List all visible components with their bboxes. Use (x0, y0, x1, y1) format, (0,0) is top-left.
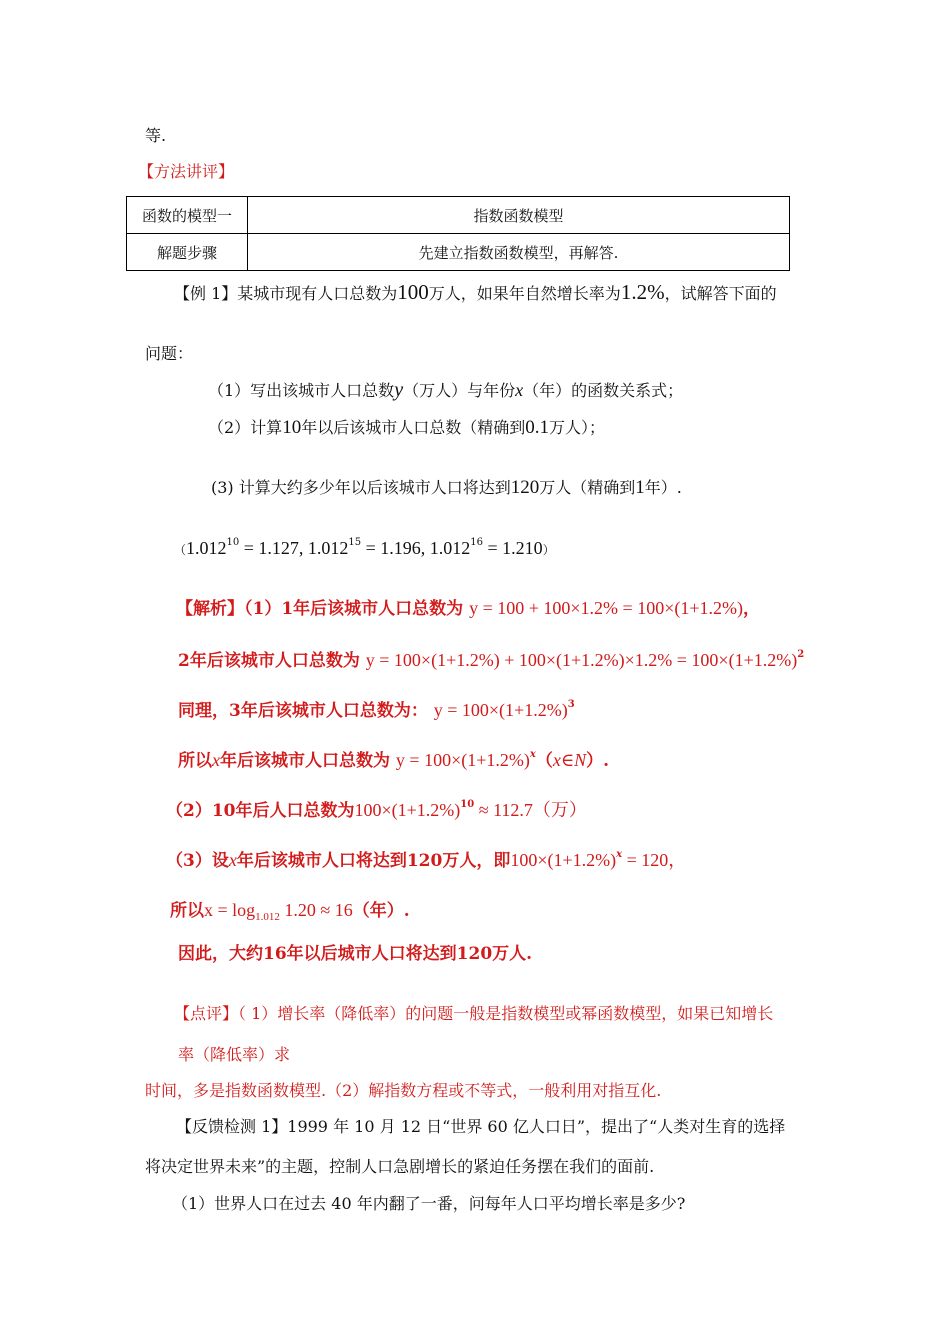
solution-line-5 (166, 800, 587, 821)
formula: 100×(1+1.2%) (354, 800, 461, 820)
formula: x = log (204, 900, 256, 920)
math-value: 1.012 (429, 538, 471, 558)
solution-line-2 (178, 650, 804, 671)
comment-tag: 【点评】 (174, 1004, 239, 1023)
intro-text: 等. (145, 126, 167, 145)
comment-text: （ 1）增长率（降低率）的问题一般是指数模型或幂函数模型，如果已知增长 (238, 1004, 774, 1023)
math-var: x (228, 850, 237, 870)
given-values (174, 538, 555, 560)
table-cell: 先建立指数函数模型，再解答. (248, 234, 790, 271)
question-text: 年）. (644, 478, 682, 497)
formula: 1.20 ≈ 16 (279, 900, 353, 920)
formula: x∈N (552, 750, 587, 770)
exponent: 2 (797, 649, 805, 660)
solution-tag: 【解析】 (176, 599, 244, 619)
question-text: （年）的函数关系式； (523, 381, 684, 400)
question-text: 年以后该城市人口总数（精确到 (301, 418, 526, 437)
math-value: 1.012 (307, 538, 349, 558)
comment-line-1 (174, 1004, 773, 1024)
table-cell: 函数的模型一 (127, 197, 248, 234)
math-value: = 1.127, (239, 538, 308, 558)
solution-text: 同理，3年后该城市人口总数为： (178, 701, 428, 721)
solution-text: ， (742, 599, 760, 619)
solution-text: （2）10年后人口总数为 (166, 801, 355, 821)
table-cell: 解题步骤 (127, 234, 248, 271)
example-line-2: 问题： (145, 344, 194, 363)
feedback-line-3: （1）世界人口在过去 40 年内翻了一番，问每年人口平均增长率是多少? (172, 1194, 686, 1213)
solution-text: （年）. (352, 901, 410, 921)
table-row (127, 197, 790, 234)
solution-text: （ (535, 751, 553, 771)
table-row (127, 234, 790, 271)
solution-text: （1）1年后该城市人口总数为 (244, 599, 464, 619)
math-value: = 1.210 (483, 538, 543, 558)
exponent: 3 (567, 699, 575, 710)
math-value: 1.2% (620, 280, 665, 304)
solution-text: 年后该城市人口将达到120万人，即 (236, 851, 511, 871)
question-3 (211, 478, 682, 498)
example-text: ，试解答下面的 (664, 284, 777, 303)
example-line-1 (174, 282, 777, 304)
formula: ≈ 112.7（万） (474, 800, 587, 820)
question-text: (3) 计算大约多少年以后该城市人口将达到 (211, 478, 511, 497)
exponent: 16 (470, 537, 484, 548)
solution-text: 所以 (170, 901, 204, 921)
question-text: （1）写出该城市人口总数 (208, 381, 395, 400)
exponent: 10 (460, 799, 475, 810)
formula: = 120， (622, 850, 687, 870)
feedback-line-1: 【反馈检测 1】1999 年 10 月 12 日“世界 60 亿人口日”，提出了“人类对生育的选择 (176, 1117, 786, 1136)
comment-line-2: 率（降低率）求 (178, 1045, 291, 1064)
math-var: x (515, 380, 524, 400)
exponent: 15 (348, 537, 362, 548)
math-value: 10 (282, 417, 302, 438)
example-text: 某城市现有人口总数为 (237, 284, 398, 303)
question-2 (208, 418, 605, 438)
solution-line-8: 因此，大约16年以后城市人口将达到120万人. (178, 944, 533, 964)
formula: y = 100×(1+1.2%) (395, 750, 530, 770)
solution-text: ）. (586, 751, 610, 771)
solution-line-6 (166, 850, 686, 871)
paren: （ (174, 543, 187, 557)
formula: y = 100 + 100×1.2% = 100×(1+1.2%) (469, 598, 743, 618)
formula: y = 100×(1+1.2%) (433, 700, 568, 720)
math-value: 120 (510, 477, 540, 498)
solution-line-7 (170, 900, 410, 921)
solution-text: （3）设 (166, 851, 229, 871)
example-tag: 【例 1】 (174, 284, 238, 303)
exponent: x (529, 749, 536, 760)
math-value: = 1.196, (361, 538, 430, 558)
solution-text: 年后该城市人口总数为 (220, 751, 390, 771)
math-var: y (394, 379, 404, 401)
formula: 100×(1+1.2%) (510, 850, 617, 870)
table-cell: 指数函数模型 (248, 197, 790, 234)
solution-line-1 (176, 598, 760, 619)
method-header: 【方法讲评】 (138, 162, 235, 181)
question-text: （万人）与年份 (403, 381, 516, 400)
method-table (126, 196, 790, 271)
question-text: 万人）； (548, 418, 605, 437)
exponent: 10 (226, 537, 240, 548)
feedback-line-2: 将决定世界未来”的主题，控制人口急剧增长的紧迫任务摆在我们的面前. (145, 1157, 655, 1176)
math-value: 0.1 (525, 417, 549, 438)
solution-line-4 (178, 750, 609, 771)
question-text: （2）计算 (208, 418, 283, 437)
math-var: x (212, 750, 220, 770)
comment-line-3: 时间，多是指数函数模型.（2）解指数方程或不等式，一般利用对指互化. (145, 1081, 662, 1100)
solution-text: 2年后该城市人口总数为 (178, 651, 360, 671)
solution-line-3 (178, 700, 575, 721)
solution-text: 所以 (178, 751, 212, 771)
subscript: 1.012 (255, 911, 280, 923)
example-text: 万人，如果年自然增长率为 (428, 284, 621, 303)
exponent: x (616, 849, 623, 860)
math-value: 1 (635, 477, 645, 498)
formula: y = 100×(1+1.2%) + 100×(1+1.2%)×1.2% = 100×(1+1.2%) (365, 650, 798, 670)
math-value: 1.012 (186, 538, 227, 558)
question-1 (208, 380, 683, 401)
math-value: 100 (397, 280, 429, 304)
question-text: 万人（精确到 (539, 478, 636, 497)
paren: ） (542, 543, 555, 557)
